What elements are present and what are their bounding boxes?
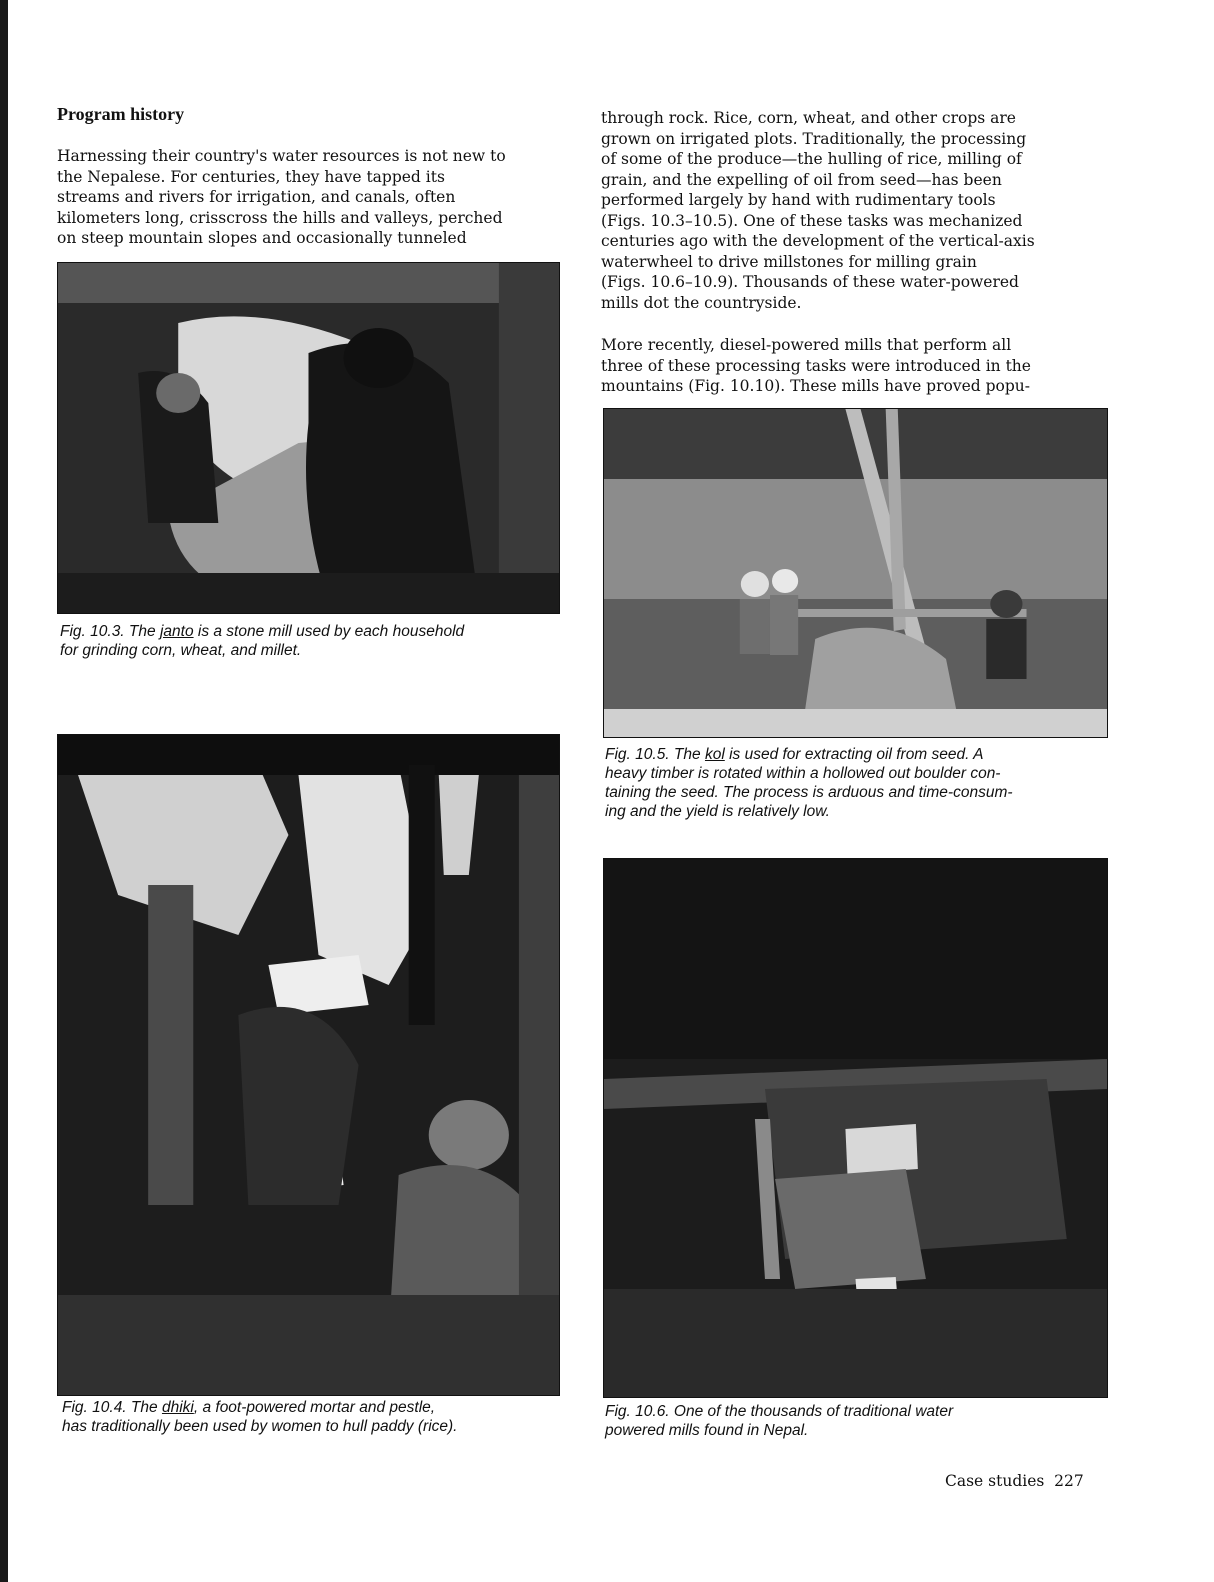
text-line: streams and rivers for irrigation, and canals, often <box>57 188 456 206</box>
col1-paragraph <box>57 146 506 249</box>
caption-line: heavy timber is rotated within a hollowed out boulder con- <box>605 765 1001 782</box>
col2-paragraph-2 <box>601 335 1031 397</box>
caption-line: taining the seed. The process is arduous and time-consum- <box>605 784 1013 801</box>
photo-fig-10-4 <box>57 734 560 1396</box>
section-heading: Program history <box>57 104 185 124</box>
text-line: of some of the produce—the hulling of rice, milling of <box>601 150 1022 168</box>
caption-line: Fig. 10.6. One of the thousands of traditional water <box>605 1403 954 1420</box>
photo-fig-10-6 <box>603 858 1108 1398</box>
text-line: waterwheel to drive millstones for milling grain <box>601 252 977 271</box>
text-line: More recently, diesel-powered mills that perform all <box>601 336 1012 354</box>
caption-term: janto <box>159 623 194 640</box>
caption-line: ing and the yield is relatively low. <box>605 803 830 820</box>
text-line: centuries ago with the development of the vertical-axis <box>601 232 1035 250</box>
caption-rest: is a stone mill used by each household <box>193 623 465 640</box>
text-line: through rock. Rice, corn, wheat, and other crops are <box>601 109 1016 127</box>
text-line: mountains (Fig. 10.10). These mills have proved popu- <box>601 377 1031 395</box>
page-footer: Case studies 227 <box>945 1472 1084 1490</box>
col2-paragraph-1 <box>601 108 1035 313</box>
caption-prefix: Fig. 10.4. The <box>62 1399 162 1416</box>
text-line: performed largely by hand with rudimentary tools <box>601 191 996 209</box>
photo-fig-10-5 <box>603 408 1108 738</box>
text-line: (Figs. 10.3–10.5). One of these tasks was mechanized <box>601 211 1023 230</box>
caption-fig-10-6 <box>605 1402 953 1440</box>
text-line: grain, and the expelling of oil from seed—has been <box>601 170 1002 189</box>
caption-line: for grinding corn, wheat, and millet. <box>60 642 302 659</box>
caption-prefix: Fig. 10.5. The <box>605 746 705 763</box>
text-line: three of these processing tasks were introduced in the <box>601 356 1031 375</box>
text-line: Harnessing their country's water resources is not new to <box>57 147 506 165</box>
text-line: mills dot the countryside. <box>601 293 802 312</box>
caption-prefix: Fig. 10.3. The <box>60 623 160 640</box>
photo-fig-10-3 <box>57 262 560 614</box>
page-binding-edge <box>0 0 8 1582</box>
caption-line: powered mills found in Nepal. <box>605 1422 809 1439</box>
text-line: (Figs. 10.6–10.9). Thousands of these water-powered <box>601 273 1019 291</box>
caption-rest: is used for extracting oil from seed. A <box>724 746 984 763</box>
text-line: on steep mountain slopes and occasionally tunneled <box>57 229 467 247</box>
caption-term: dhiki <box>161 1399 194 1416</box>
text-line: the Nepalese. For centuries, they have tapped its <box>57 167 445 186</box>
caption-rest: , a foot-powered mortar and pestle, <box>193 1399 436 1416</box>
text-line: kilometers long, crisscross the hills and valleys, perched <box>57 208 503 227</box>
caption-fig-10-3 <box>60 622 464 660</box>
caption-fig-10-5 <box>605 745 1013 821</box>
text-line: grown on irrigated plots. Traditionally, the processing <box>601 129 1027 148</box>
caption-line: has traditionally been used by women to hull paddy (rice). <box>62 1418 458 1435</box>
caption-term: kol <box>704 746 725 763</box>
caption-fig-10-4 <box>62 1398 457 1436</box>
